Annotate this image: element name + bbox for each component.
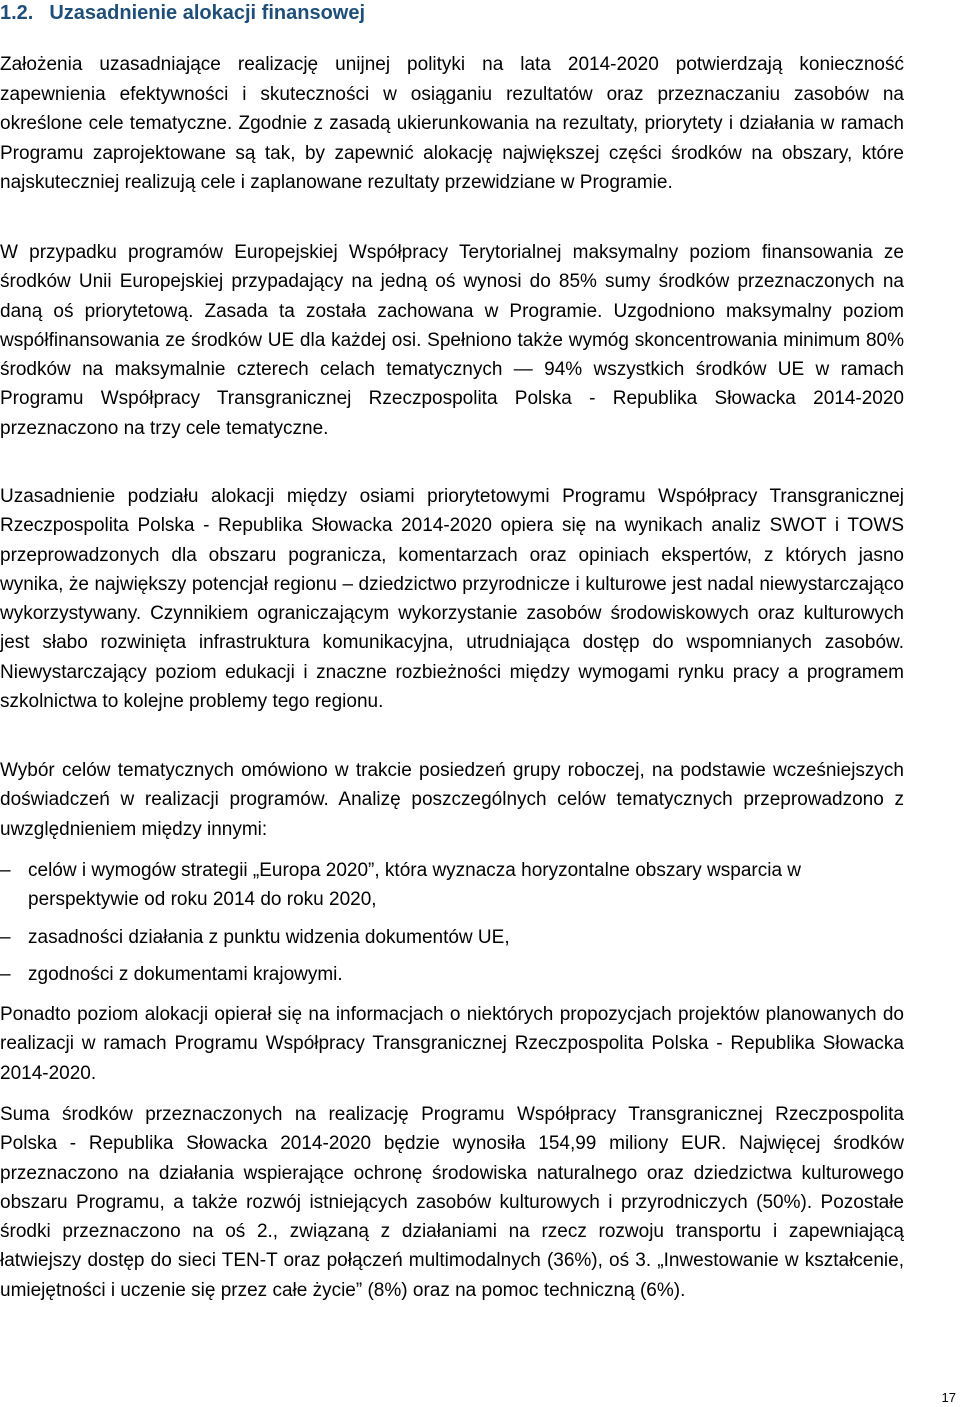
list-item-text: celów i wymogów strategii „Europa 2020”, która wyznacza horyzontalne obszary wsparcia w perspektywie od roku 2014 do roku 2020, (28, 860, 802, 911)
list-item (0, 923, 904, 952)
page-number: 17 (941, 1390, 956, 1405)
list-item (0, 856, 904, 915)
paragraph-project-proposals: Ponadto poziom alokacji opierał się na informacjach o niektórych propozycjach projektów planowanych do realizacji w ramach Programu Współpracy Transgranicznej Rzeczpospolita Polska - Republika Słowacka 2014-2020. (0, 1004, 904, 1084)
dash-bullet-icon: – (0, 860, 11, 881)
dash-bullet-icon: – (0, 926, 11, 948)
paragraph-allocation-justification: Uzasadnienie podziału alokacji między osiami priorytetowymi Programu Współpracy Transgranicznej Rzeczpospolita Polska - Republika Słowacka 2014-2020 opiera się na wynikach analiz SWOT i TOWS przeprowadzonych dla obszaru pogranicza, komentarzach oraz opiniach ekspertów, z których jasno wynika, że największy potencjał regionu – dziedzictwo przyrodnicze i kulturowe jest nadal niewystarczająco wykorzystywany. Czynnikiem ograniczającym wykorzystanie zasobów środowiskowych oraz kulturowych jest słabo rozwinięta infrastruktura komunikacyjna, utrudniająca dostęp do wspomnianych zasobów. Niewystarczający poziom edukacji i znaczne rozbieżności między wymogami rynku pracy a programem szkolnictwa to kolejne problemy tego regionu. (0, 486, 904, 713)
dash-bullet-icon: – (0, 963, 11, 985)
section-number: 1.2. (0, 2, 34, 24)
section-title: Uzasadnienie alokacji finansowej (49, 2, 366, 24)
list-item (0, 960, 904, 989)
paragraph-allocation-principles: Założenia uzasadniające realizację unijnej polityki na lata 2014-2020 potwierdzają konieczność zapewnienia efektywności i skuteczności w osiąganiu rezultatów oraz przeznaczaniu zasobów na określone cele tematyczne. Zgodnie z zasadą ukierunkowania na rezultaty, priorytety i działania w ramach Programu zaprojektowane są tak, by zapewnić alokację największej części środków na obszary, które najskuteczniej realizują cele i zaplanowane rezultaty przewidziane w Programie. (0, 54, 904, 194)
paragraph-thematic-selection: Wybór celów tematycznych omówiono w trakcie posiedzeń grupy roboczej, na podstawie wcześniejszych doświadczeń w realizacji programów. Analizę poszczególnych celów tematycznych przeprowadzono z uwzględnieniem między innymi: (0, 760, 904, 840)
list-item-text: zgodności z dokumentami krajowymi. (28, 963, 343, 985)
criteria-list (0, 856, 904, 997)
paragraph-total-budget: Suma środków przeznaczonych na realizację Programu Współpracy Transgranicznej Rzeczpospolita Polska - Republika Słowacka 2014-2020 będzie wynosiła 154,99 miliony EUR. Najwięcej środków przeznaczono na działania wspierające ochronę środowiska naturalnego oraz dziedzictwa kulturowego obszaru Programu, a także rozwój istniejących zasobów kulturowych i przyrodniczych (50%). Pozostałe środki przeznaczono na oś 2., związaną z działaniami na rzecz rozwoju transportu i zapewniającą łatwiejszy dostęp do sieci TEN-T oraz połączeń multimodalnych (36%), oś 3. „Inwestowanie w kształcenie, umiejętności i uczenie się przez całe życie” (8%) oraz na pomoc techniczną (6%). (0, 1104, 904, 1301)
section-heading (0, 0, 365, 26)
list-item-text: zasadności działania z punktu widzenia dokumentów UE, (28, 926, 510, 948)
paragraph-cofinancing-levels: W przypadku programów Europejskiej Współpracy Terytorialnej maksymalny poziom finansowania ze środków Unii Europejskiej przypadający na jedną oś wynosi do 85% sumy środków przeznaczonych na daną oś priorytetową. Zasada ta została zachowana w Programie. Uzgodniono maksymalny poziom współfinansowania ze środków UE dla każdej osi. Spełniono także wymóg skoncentrowania minimum 80% środków na maksymalnie czterech celach tematycznych — 94% wszystkich środków UE w ramach Programu Współpracy Transgranicznej Rzeczpospolita Polska - Republika Słowacka 2014-2020 przeznaczono na trzy cele tematyczne. (0, 242, 904, 439)
